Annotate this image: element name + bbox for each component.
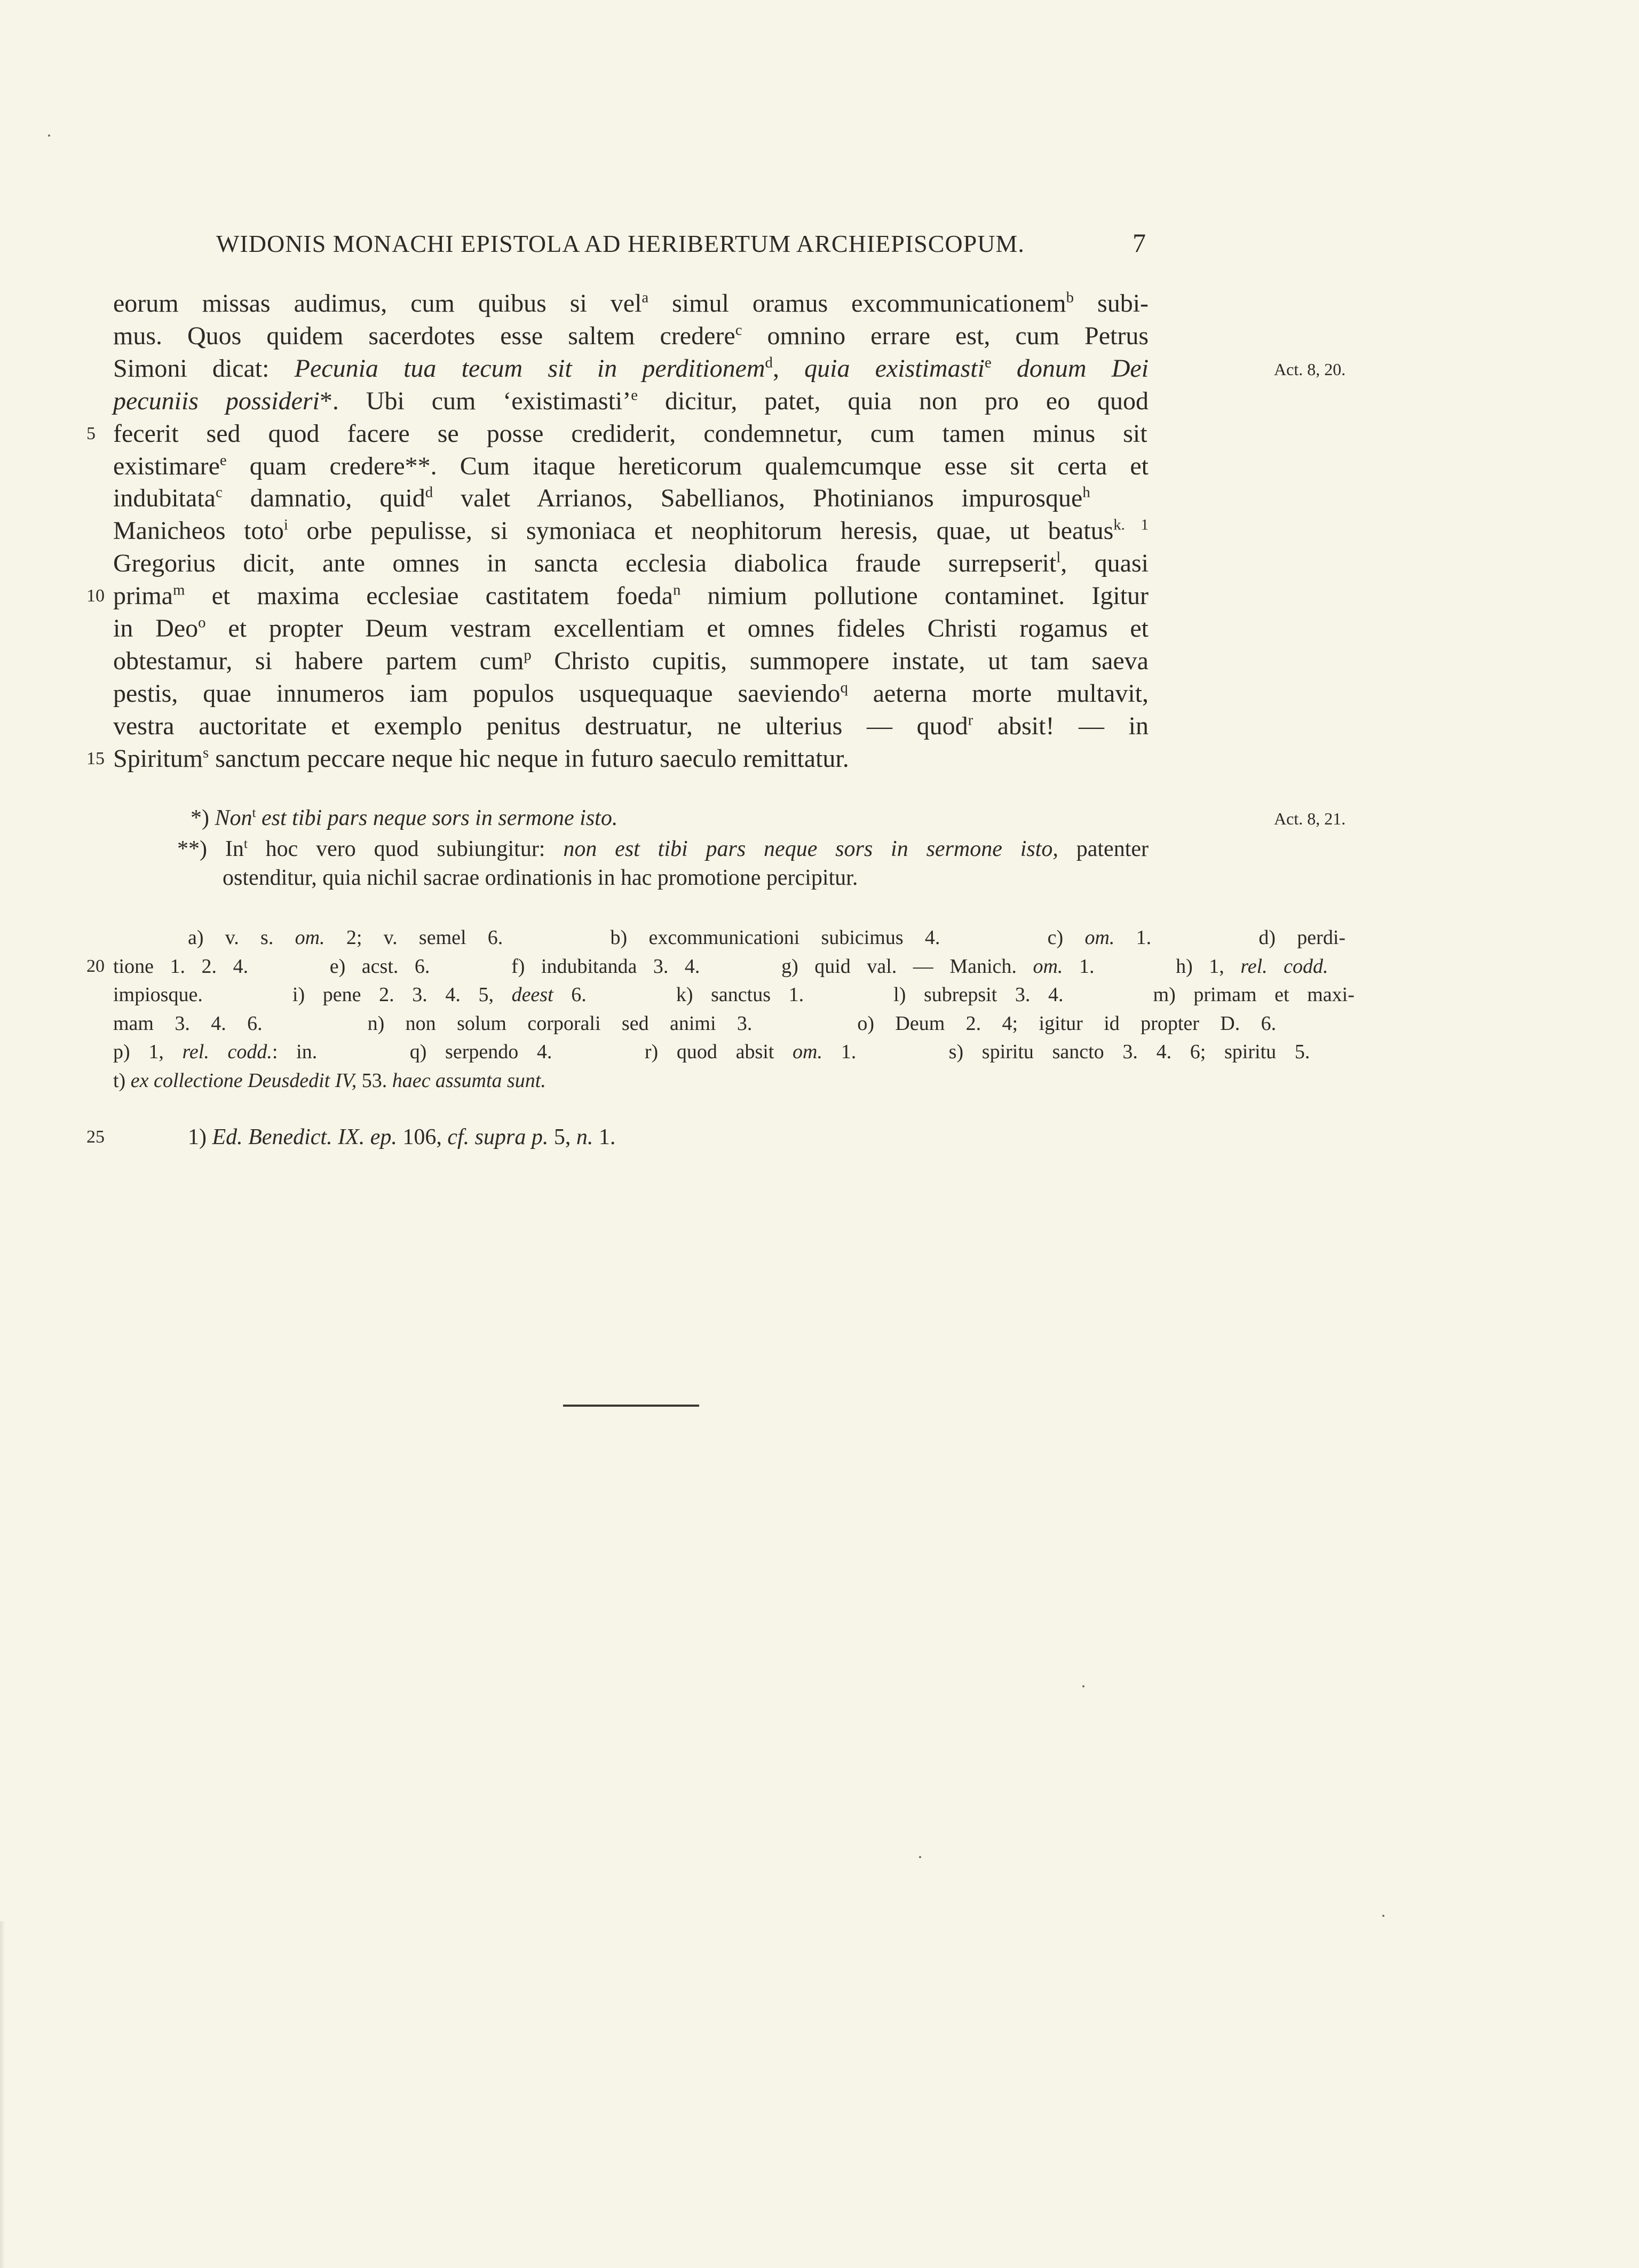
line-text: p) 1, rel. codd.: in. q) serpendo 4. r) quod absit om. 1. s) spiritu sancto 3. 4. 6; spiritu 5. bbox=[113, 1041, 1310, 1063]
line-text: *) Non$^t$ est tibi pars neque sors in sermone isto. bbox=[191, 805, 618, 830]
line-text: a) v. s. om. 2; v. semel 6. b) excommunicationi subicimus 4. c) om. 1. d) perdi- bbox=[188, 926, 1346, 949]
line-text: mus. Quos quidem sacerdotes esse saltem credere$^c$ omnino errare est, cum Petrus bbox=[113, 321, 1149, 350]
text-line bbox=[113, 677, 1341, 710]
line-text: indubitata$^c$ damnatio, quid$^d$ valet Arrianos, Sabellianos, Photinianos impurosque$^h$ bbox=[113, 484, 1090, 513]
line-number: 5 bbox=[86, 423, 96, 443]
line-text: Manicheos toto$^i$ orbe pepulisse, si symoniaca et neophitorum heresis, quae, ut beatus$^{k. 1}$ bbox=[113, 517, 1149, 545]
line-text: in Deo$^o$ et propter Deum vestram excellentiam et omnes fideles Christi rogamus et bbox=[113, 614, 1149, 643]
line-text: Simoni dicat: Pecunia tua tecum sit in perditionem$^d$, quia existimasti$^e$ donum Dei bbox=[113, 354, 1149, 383]
text-line bbox=[113, 514, 1341, 548]
text-line bbox=[113, 482, 1341, 515]
page-number: 7 bbox=[1133, 228, 1146, 258]
page-edge-shadow bbox=[0, 1921, 5, 2268]
text-line bbox=[113, 547, 1341, 580]
line-text: fecerit sed quod facere se posse crediderit, condemnetur, cum tamen minus sit bbox=[113, 419, 1147, 448]
line-text: t) ex collectione Deusdedit IV, 53. haec assumta sunt. bbox=[113, 1069, 546, 1092]
footnote-line bbox=[113, 802, 1346, 835]
text-line bbox=[113, 612, 1341, 645]
running-title: WIDONIS MONACHI EPISTOLA AD HERIBERTUM ARCHIEPISCOPUM. bbox=[216, 230, 1025, 257]
text-line bbox=[113, 287, 1341, 320]
running-head bbox=[0, 229, 1639, 267]
text-line bbox=[86, 417, 1341, 450]
margin-reference: Act. 8, 20. bbox=[1274, 359, 1346, 379]
line-text: pecuniis possideri*. Ubi cum ‘existimasti’$^e$ dicitur, patet, quia non pro eo quod bbox=[113, 386, 1149, 415]
line-text: ostenditur, quia nichil sacrae ordinationis in hac promotione percipitur. bbox=[223, 866, 858, 890]
text-line bbox=[113, 352, 1346, 385]
speck bbox=[919, 1856, 921, 1858]
text-line bbox=[113, 450, 1341, 483]
line-number: 15 bbox=[86, 748, 105, 768]
line-text: Spiritum$^s$ sanctum peccare neque hic neque in futuro saeculo remittatur. bbox=[113, 744, 849, 773]
line-number: 25 bbox=[86, 1127, 105, 1147]
footnote-line bbox=[113, 832, 1341, 866]
line-text: pestis, quae innumeros iam populos usquequaque saeviendo$^q$ aeterna morte multavit, bbox=[113, 679, 1149, 708]
line-text: tione 1. 2. 4. e) acst. 6. f) indubitanda 3. 4. g) quid val. — Manich. om. 1. h) 1, rel. codd. bbox=[113, 955, 1328, 978]
line-text: vestra auctoritate et exemplo penitus destruatur, ne ulterius — quod$^r$ absit! — in bbox=[113, 711, 1149, 740]
text-line bbox=[86, 742, 1341, 775]
text-line bbox=[86, 580, 1341, 613]
line-number: 10 bbox=[86, 586, 105, 606]
line-text: eorum missas audimus, cum quibus si vel$^a$ simul oramus excommunicationem$^b$ subi- bbox=[113, 289, 1149, 318]
line-text: Gregorius dicit, ante omnes in sancta ecclesia diabolica fraude surrepserit$^l$, quasi bbox=[113, 549, 1149, 578]
text-line bbox=[113, 710, 1341, 743]
text-line bbox=[113, 385, 1341, 418]
text-line bbox=[113, 320, 1341, 353]
speck bbox=[1082, 1685, 1084, 1687]
speck bbox=[1382, 1915, 1384, 1917]
line-text: 1) Ed. Benedict. IX. ep. 106, cf. supra p. 5, n. 1. bbox=[188, 1125, 616, 1149]
line-text: obtestamur, si habere partem cum$^p$ Christo cupitis, summopere instate, ut tam saeva bbox=[113, 646, 1149, 675]
text-line bbox=[113, 645, 1341, 678]
line-text: existimare$^e$ quam credere**. Cum itaque hereticorum qualemcumque esse sit certa et bbox=[113, 451, 1149, 480]
apparatus-line bbox=[113, 1064, 1341, 1097]
footnote-line bbox=[113, 861, 1341, 894]
line-number: 20 bbox=[86, 956, 105, 976]
end-rule bbox=[563, 1405, 699, 1407]
line-text: **) In$^t$ hoc vero quod subiungitur: non est tibi pars neque sors in sermone isto, patenter bbox=[177, 836, 1149, 861]
note-line bbox=[86, 1121, 1341, 1154]
margin-reference: Act. 8, 21. bbox=[1274, 809, 1346, 828]
line-text: prima$^m$ et maxima ecclesiae castitatem foeda$^n$ nimium pollutione contaminet. Igitur bbox=[113, 581, 1149, 610]
speck bbox=[48, 134, 50, 137]
line-text: impiosque. i) pene 2. 3. 4. 5, deest 6. k) sanctus 1. l) subrepsit 3. 4. m) primam et maxi- bbox=[113, 984, 1355, 1006]
line-text: mam 3. 4. 6. n) non solum corporali sed animi 3. o) Deum 2. 4; igitur id propter D. 6. bbox=[113, 1012, 1277, 1035]
